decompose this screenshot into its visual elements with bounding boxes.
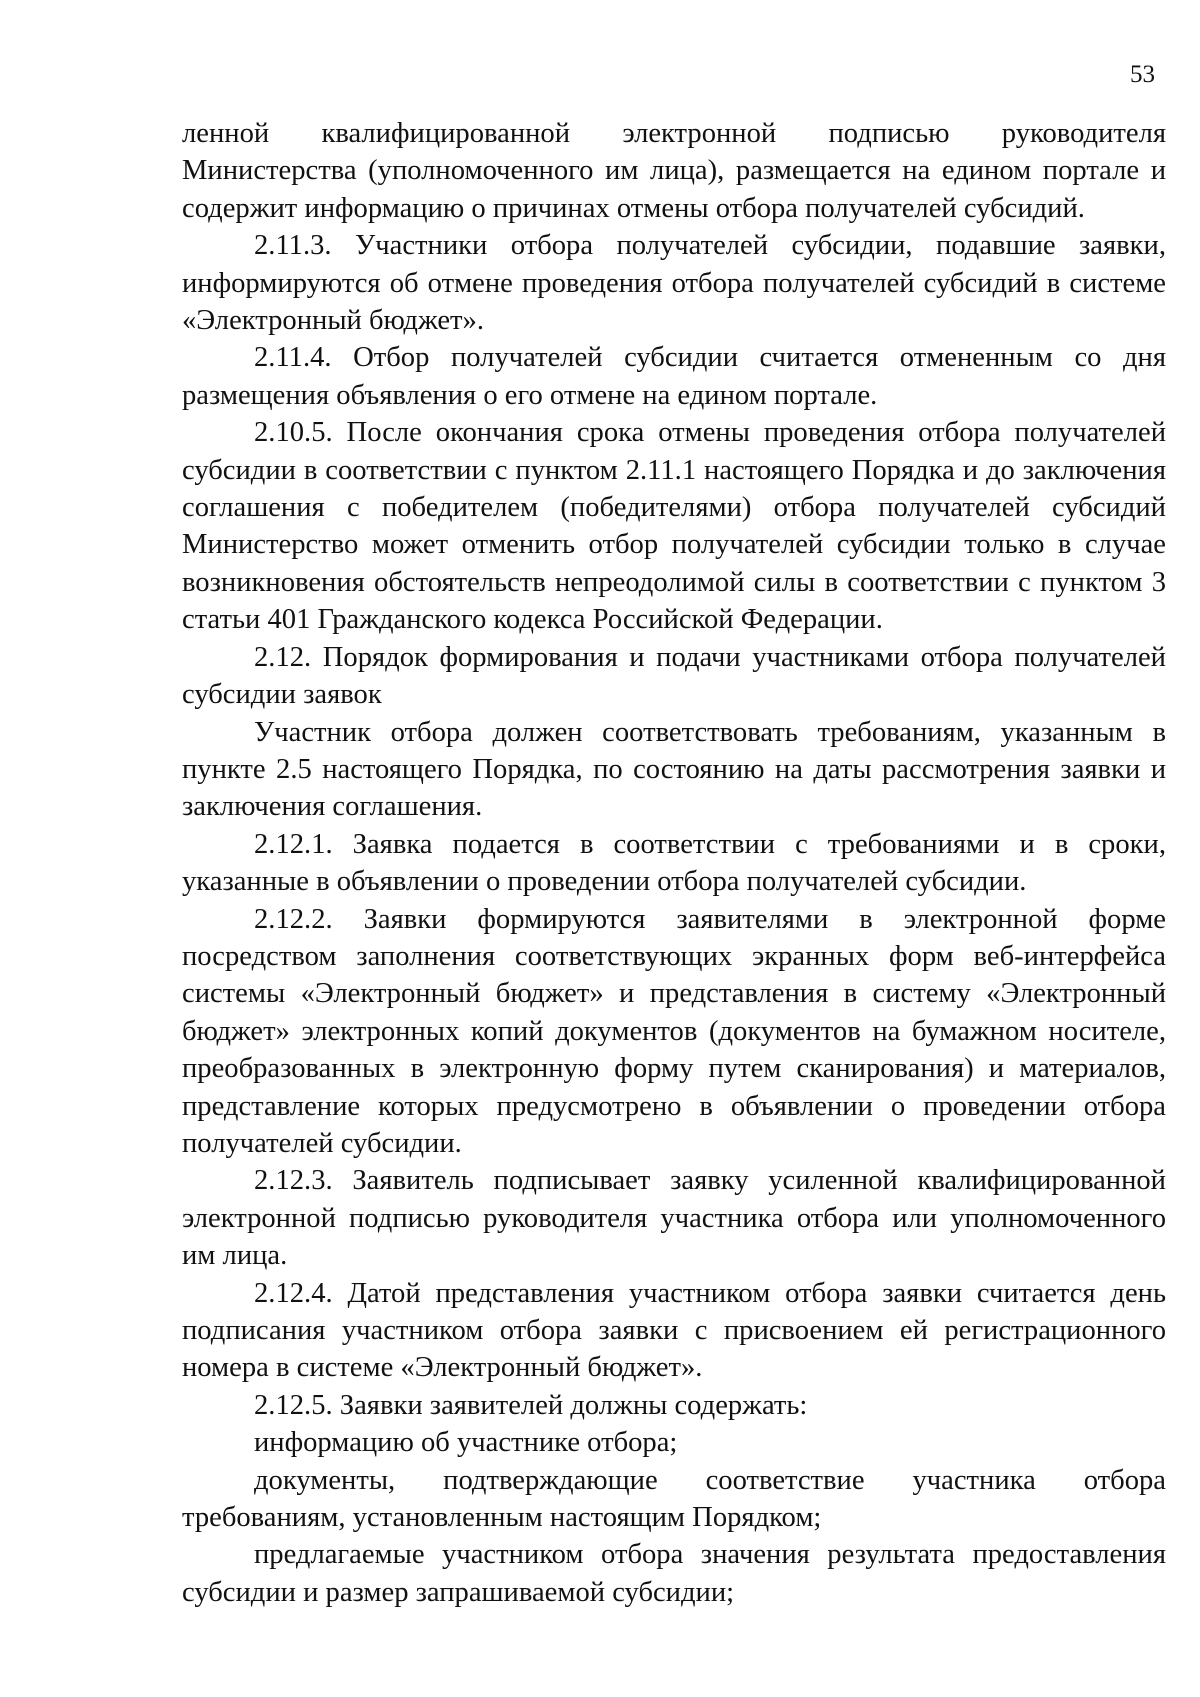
paragraph-2-12-2: 2.12.2. Заявки формируются заявителями в электронной форме посредством заполнения соответствующих экранных форм веб-интерфейса системы «Электронный бюджет» и представления в систему «Электронный бюджет» электронных копий документов (документов на бумажном носителе, преобразованных в электронную форму путем сканирования) и материалов, представление которых предусмотрено в объявлении о проведении отбора получателей субсидии. [182, 903, 1166, 1159]
paragraph-2-12-1: 2.12.1. Заявка подается в соответствии с требованиями и в сроки, указанные в объявлении о проведении отбора получателей субсидии. [182, 828, 1166, 898]
paragraph-2-12-5: 2.12.5. Заявки заявителей должны содержать: [254, 1389, 808, 1421]
paragraph-continuation: ленной квалифицированной электронной подписью руководителя Министерства (уполномоченного им лица), размещается на едином портале и содержит информацию о причинах отмены отбора получателей субсидий. [182, 118, 1166, 224]
page-number: 53 [1130, 61, 1155, 88]
list-item-compliance-documents: документы, подтверждающие соответствие участника отбора требованиям, установленным настоящим Порядком; [182, 1464, 1166, 1534]
document-body [182, 115, 1166, 1611]
paragraph-2-10-5: 2.10.5. После окончания срока отмены проведения отбора получателей субсидии в соответствии с пунктом 2.11.1 настоящего Порядка и до заключения соглашения с победителем (победителями) отбора получателей субсидий Министерство может отменить отбор получателей субсидии только в случае возникновения обстоятельств непреодолимой силы в соответствии с пунктом 3 статьи 401 Гражданского кодекса Российской Федерации. [182, 417, 1166, 636]
paragraph-participant-requirements: Участник отбора должен соответствовать требованиям, указанным в пункте 2.5 настоящего Порядка, по состоянию на даты рассмотрения заявки и заключения соглашения. [182, 716, 1166, 823]
paragraph-2-11-4: 2.11.4. Отбор получателей субсидии считается отмененным со дня размещения объявления о его отмене на едином портале. [182, 342, 1166, 411]
paragraph-2-12-3: 2.12.3. Заявитель подписывает заявку усиленной квалифицированной электронной подписью руководителя участника отбора или уполномоченного им лица. [182, 1165, 1166, 1272]
list-item-proposed-values: предлагаемые участником отбора значения результата предоставления субсидии и размер запрашиваемой субсидии; [182, 1539, 1166, 1608]
section-heading-2-12: 2.12. Порядок формирования и подачи участниками отбора получателей субсидии заявок [182, 641, 1166, 711]
paragraph-2-11-3: 2.11.3. Участники отбора получателей субсидии, подавшие заявки, информируются об отмене проведения отбора получателей субсидий в системе «Электронный бюджет». [182, 230, 1166, 337]
list-item-participant-info: информацию об участнике отбора; [254, 1427, 678, 1459]
paragraph-2-12-4: 2.12.4. Датой представления участником отбора заявки считается день подписания участником отбора заявки с присвоением ей регистрационного номера в системе «Электронный бюджет». [182, 1277, 1166, 1384]
